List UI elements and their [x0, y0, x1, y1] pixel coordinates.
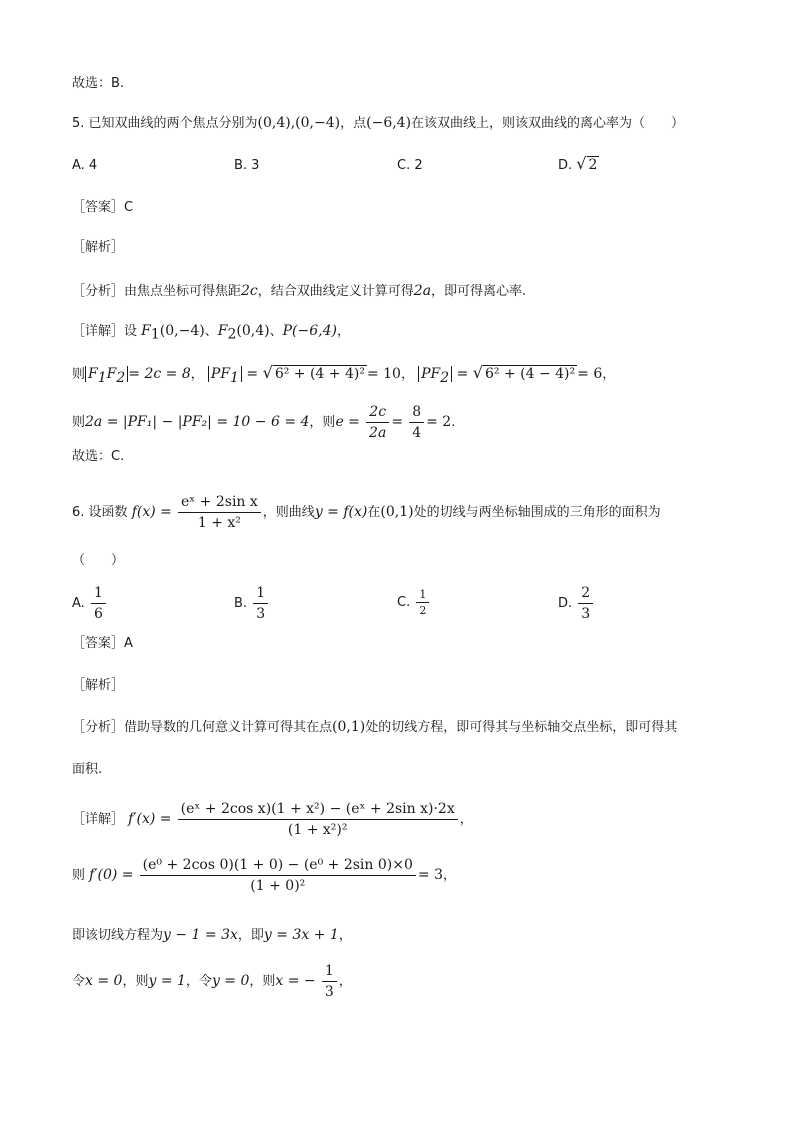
- fraction: $\frac{2}{3}$: [578, 584, 593, 623]
- q5-stem: 5. 已知双曲线的两个焦点分别为(0,4),(0,−4)，点(−6,4)在该双曲线上，则该双曲线的离心率为（ ）: [72, 115, 685, 131]
- prev-conclusion: 故选：B.: [72, 76, 125, 91]
- fraction: $\frac{8}{4}$: [409, 403, 424, 442]
- q6-option-a: A. $\frac{1}{6}$: [72, 584, 108, 623]
- q6-tangent-line: 即该切线方程为y − 1 = 3x，即y = 3x + 1，: [72, 927, 352, 943]
- q6-stem: 6. 设函数 f(x) = $\frac{\text{eˣ + 2sin x}}{\text{1 + x²}}$ ，则曲线y = f(x)在(0,1)处的切线与两坐标轴围成的三角形的面积为: [72, 494, 661, 531]
- sqrt-symbol: √ 6² + (4 + 4)²: [262, 363, 365, 382]
- q6-detail-derivative: ［详解］ f′(x) = $\frac{\text{(eˣ + 2cos x)(1 + x²) − (eˣ + 2sin x)·2x}}{\text{(1 + x²)²}}$ ，: [72, 801, 473, 838]
- fraction: $\frac{\text{(e⁰ + 2cos 0)(1 + 0) − (e⁰ + 2sin 0)×0}}{\text{(1 + 0)²}}$: [140, 856, 416, 895]
- q6-answer: ［答案］A: [72, 636, 133, 651]
- q5-answer: ［答案］C: [72, 200, 134, 215]
- q5-conclusion: 故选：C.: [72, 449, 125, 464]
- fraction: $\frac{\text{(eˣ + 2cos x)(1 + x²) − (eˣ + 2sin x)·2x}}{\text{(1 + x²)²}}$: [178, 800, 458, 839]
- q6-option-d: D. $\frac{2}{3}$: [558, 584, 595, 623]
- q6-paren: （ ）: [72, 553, 125, 568]
- fraction: $\frac{\text{eˣ + 2sin x}}{\text{1 + x²}}$: [178, 493, 261, 532]
- q5-option-c: C. 2: [397, 158, 423, 173]
- q5-detail-setup: ［详解］设 $F_1(0,-4)$、$F_2(0,4)$、P(−6,4)，: [72, 323, 350, 343]
- q5-detail-distances: 则 $F_1F_2 = 2c = 8$， $PF_1$ = √ 6² + (4 + 4)² = 10， $PF_2$ = √ 6² + (4 − 4)² = 6，: [72, 363, 616, 386]
- fraction: $\frac{2c}{2a}$: [366, 403, 389, 442]
- sqrt-symbol: √ 6² + (4 − 4)²: [472, 363, 576, 382]
- q5-analysis-label: ［解析］: [72, 240, 125, 255]
- q5-option-d: D. √ 2: [558, 154, 599, 176]
- q6-intercepts: 令x = 0，则y = 1，令y = 0，则x = − $\frac{1}{3}$ ，: [72, 963, 352, 1000]
- q6-option-c: C. $\frac{1}{2}$: [397, 588, 431, 617]
- fraction: $\frac{1}{3}$: [322, 962, 337, 1001]
- q6-analysis-cont: 面积.: [72, 762, 103, 777]
- q6-analysis-label: ［解析］: [72, 678, 125, 693]
- q6-option-b: B. $\frac{1}{3}$: [234, 584, 270, 623]
- q6-analysis: ［分析］借助导数的几何意义计算可得其在点(0,1)处的切线方程，即可得其与坐标轴交点坐标，即可得其: [72, 719, 678, 735]
- fraction: $\frac{1}{2}$: [416, 588, 429, 617]
- q5-detail-eccentricity: 则2a = |PF₁| − |PF₂| = 10 − 6 = 4，则e = $\frac{2c}{2a}$ = $\frac{8}{4}$ = 2.: [72, 404, 456, 441]
- fraction: $\frac{1}{3}$: [253, 584, 268, 623]
- fraction: $\frac{1}{6}$: [91, 584, 106, 623]
- q5-analysis: ［分析］由焦点坐标可得焦距2c，结合双曲线定义计算可得2a，即可得离心率.: [72, 283, 527, 299]
- q5-option-b: B. 3: [234, 158, 260, 173]
- q6-detail-slope: 则 f′(0) = $\frac{\text{(e⁰ + 2cos 0)(1 + 0) − (e⁰ + 2sin 0)×0}}{\text{(1 + 0)²}}$ = 3，: [72, 857, 456, 894]
- sqrt-symbol: √ 2: [576, 154, 598, 173]
- q5-option-a: A. 4: [72, 158, 98, 173]
